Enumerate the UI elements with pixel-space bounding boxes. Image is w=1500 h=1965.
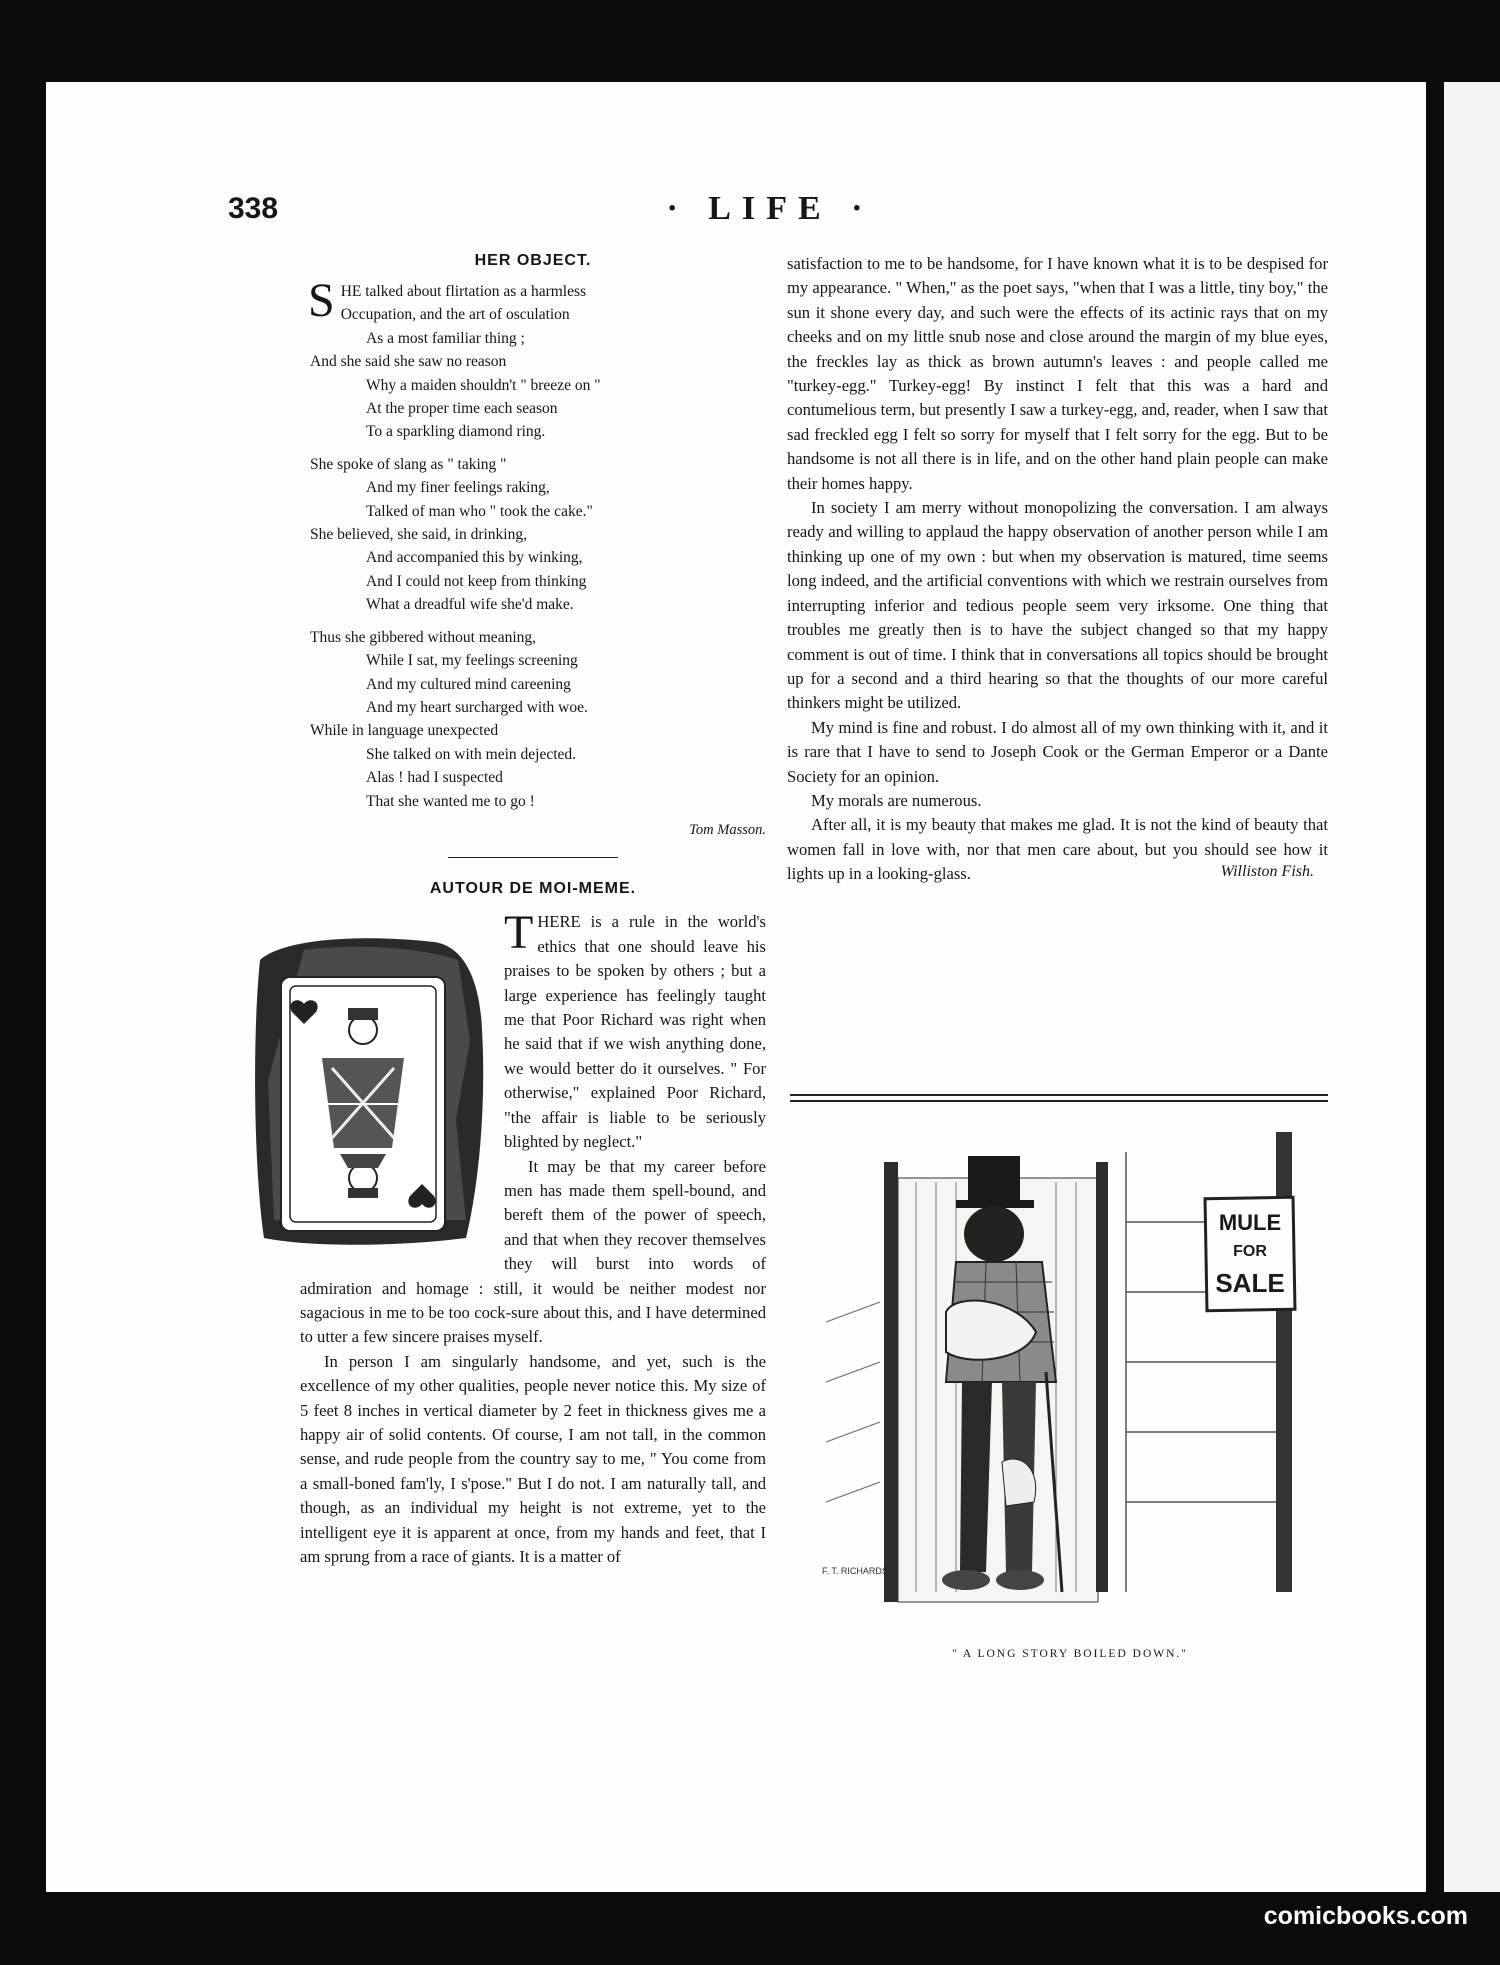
sign-line-2: FOR	[1233, 1243, 1267, 1260]
poem-line: She talked on with mein dejected.	[366, 745, 577, 763]
poem-line: And accompanied this by winking,	[366, 549, 583, 567]
adjacent-page-edge	[1444, 82, 1500, 1892]
section-divider	[448, 857, 618, 859]
watermark: comicbooks.com	[1263, 1902, 1468, 1930]
essay-author: Williston Fish.	[1220, 862, 1314, 880]
poem-line: And she said she saw no reason	[310, 353, 507, 371]
poem-line: She spoke of slang as " taking "	[310, 455, 507, 473]
essay-paragraph-7: After all, it is my beauty that makes me glad. It is not the kind of beauty that women fall in love with, nor that men care about, but you should see how it lights up in a looking-glass.	[787, 815, 1328, 884]
essay-paragraph-3: In person I am singularly handsome, and yet, such is the excellence of my other qualities, people never notice this. My size of 5 feet 8 inches in vertical diameter by 2 feet in thickness gives me a happy air of solid contents. Of course, I am not tall, in the common sense, and rude people from the country say to me, " You come from a small-boned fam'ly, I s'pose." But I do not. I am naturally tall, and though, as an individual my height is not extreme, yet to the intelligent eye it is apparent at once, from my hands and feet, that I am sprung from a race of giants. It is a matter of	[300, 1351, 766, 1566]
heart-pip-top	[290, 1001, 317, 1025]
poem-line: Alas ! had I suspected	[366, 769, 503, 787]
poem-author: Tom Masson.	[689, 821, 766, 838]
cartoon-caption: " A LONG STORY BOILED DOWN."	[952, 1648, 1188, 1660]
drop-cap-t: T	[504, 906, 534, 960]
playing-card-illustration	[244, 920, 490, 1250]
sign-line-3: SALE	[1215, 1268, 1285, 1298]
cartoon-top-rule-1	[790, 1094, 1328, 1096]
poem-stanza	[300, 274, 766, 444]
poem-line: Why a maiden shouldn't " breeze on "	[366, 376, 601, 394]
essay-title: AUTOUR DE MOI-MEME.	[429, 880, 637, 898]
left-column	[300, 252, 766, 1569]
essay-paragraph-6: My morals are numerous.	[811, 790, 982, 810]
poem-line: While in language unexpected	[310, 722, 499, 740]
right-column	[787, 252, 1328, 884]
poem-title: HER OBJECT.	[474, 252, 592, 269]
cartoon-drawing	[806, 1122, 1316, 1642]
cartoon-illustration	[806, 1122, 1316, 1642]
poem-line: And my cultured mind careening	[366, 675, 571, 693]
poem-line: And my finer feelings raking,	[366, 479, 550, 497]
essay-paragraph-3-cont: satisfaction to me to be handsome, for I have known what it is to be despised for my appearance. " When," as the poet says, "when that I was a little, tiny boy," the sun it shone every day, and such were the effects of its actinic rays that on my cheeks and on my little snub nose and close around the margin of my blue eyes, the freckles lay as thick as brown autumn's leaves : and people called me "turkey-egg." Turkey-egg! By instinct I felt that this was a hard and contumelious term, but presently I saw a turkey-egg, and, reader, when I saw that sad freckled egg I felt so sorry for myself that I felt sorry for the egg. But to be handsome is not all there is in life, and on the other hand plain people can make their homes happy.	[787, 254, 1328, 493]
poem-stanza	[300, 626, 766, 813]
poem-line: That she wanted me to go !	[366, 792, 535, 810]
essay-paragraph-1: THERE is a rule in the world's ethics that one should leave his praises to be spoken by others ; but a large experience has feelingly taught me that Poor Richard was right when he said that if we wish anything done, we would better do it ourselves. " For otherwise," explained Poor Richard, "the affair is liable to be seriously blighted by neglect."	[504, 906, 766, 1152]
essay-paragraph-5: My mind is fine and robust. I do almost all of my own thinking with it, and it is rare that I have to send to Joseph Cook or the German Emperor or a Dante Society for an opinion.	[787, 717, 1328, 786]
masthead-title: · LIFE ·	[666, 190, 874, 227]
page-number: 338	[228, 192, 279, 225]
poem-line: Talked of man who " took the cake."	[366, 502, 593, 520]
artist-signature: F. T. RICHARDS	[822, 1566, 888, 1576]
essay-paragraph-4: In society I am merry without monopolizing the conversation. I am always ready and willing to applaud the happy observation of another person while I am thinking up one of my own : but when my observation is matured, time seems long indeed, and the artificial conventions with which we restrain ourselves from interrupting inferior and tedious people seem very irksome. One thing that troubles me greatly then is to have the subject changed so that my happy comment is out of time. I think that in conversations all topics should be brought up for a second and a third hearing so that the thoughts of our more careful thinkers might be utilized.	[787, 498, 1328, 713]
poem-line: To a sparkling diamond ring.	[366, 423, 546, 441]
poem-line: While I sat, my feelings screening	[366, 652, 578, 670]
heart-pip-bottom	[408, 1184, 435, 1208]
poem-line: What a dreadful wife she'd make.	[366, 596, 574, 614]
poem-line: As a most familiar thing ;	[366, 329, 525, 347]
poem-line: HE talked about flirtation as a harmless	[340, 283, 587, 300]
poem-stanza	[300, 453, 766, 617]
essay-paragraph-2: It may be that my career before men has made them spell-bound, and bereft them of the power of speech, and that when they recover themselves they will burst into words of admiration and homage : still, it would be neither modest nor sagacious in me to be too cock-sure about this, and I have determined to utter a few sincere praises myself.	[300, 1156, 766, 1347]
poem-line: Occupation, and the art of osculation	[340, 306, 570, 324]
poem-line: At the proper time each season	[366, 400, 558, 418]
jack-of-hearts-card	[280, 976, 446, 1232]
sign-line-1: MULE	[1218, 1210, 1282, 1235]
poem-body	[300, 274, 766, 813]
drop-cap-s: S	[308, 274, 335, 327]
card-face-art	[282, 978, 444, 1230]
poem-line: Thus she gibbered without meaning,	[310, 628, 536, 646]
cartoon-top-rule-2	[790, 1100, 1328, 1102]
poem-line: And my heart surcharged with woe.	[366, 698, 588, 716]
poem-line: She believed, she said, in drinking,	[310, 526, 527, 544]
poem-line: And I could not keep from thinking	[366, 572, 587, 590]
